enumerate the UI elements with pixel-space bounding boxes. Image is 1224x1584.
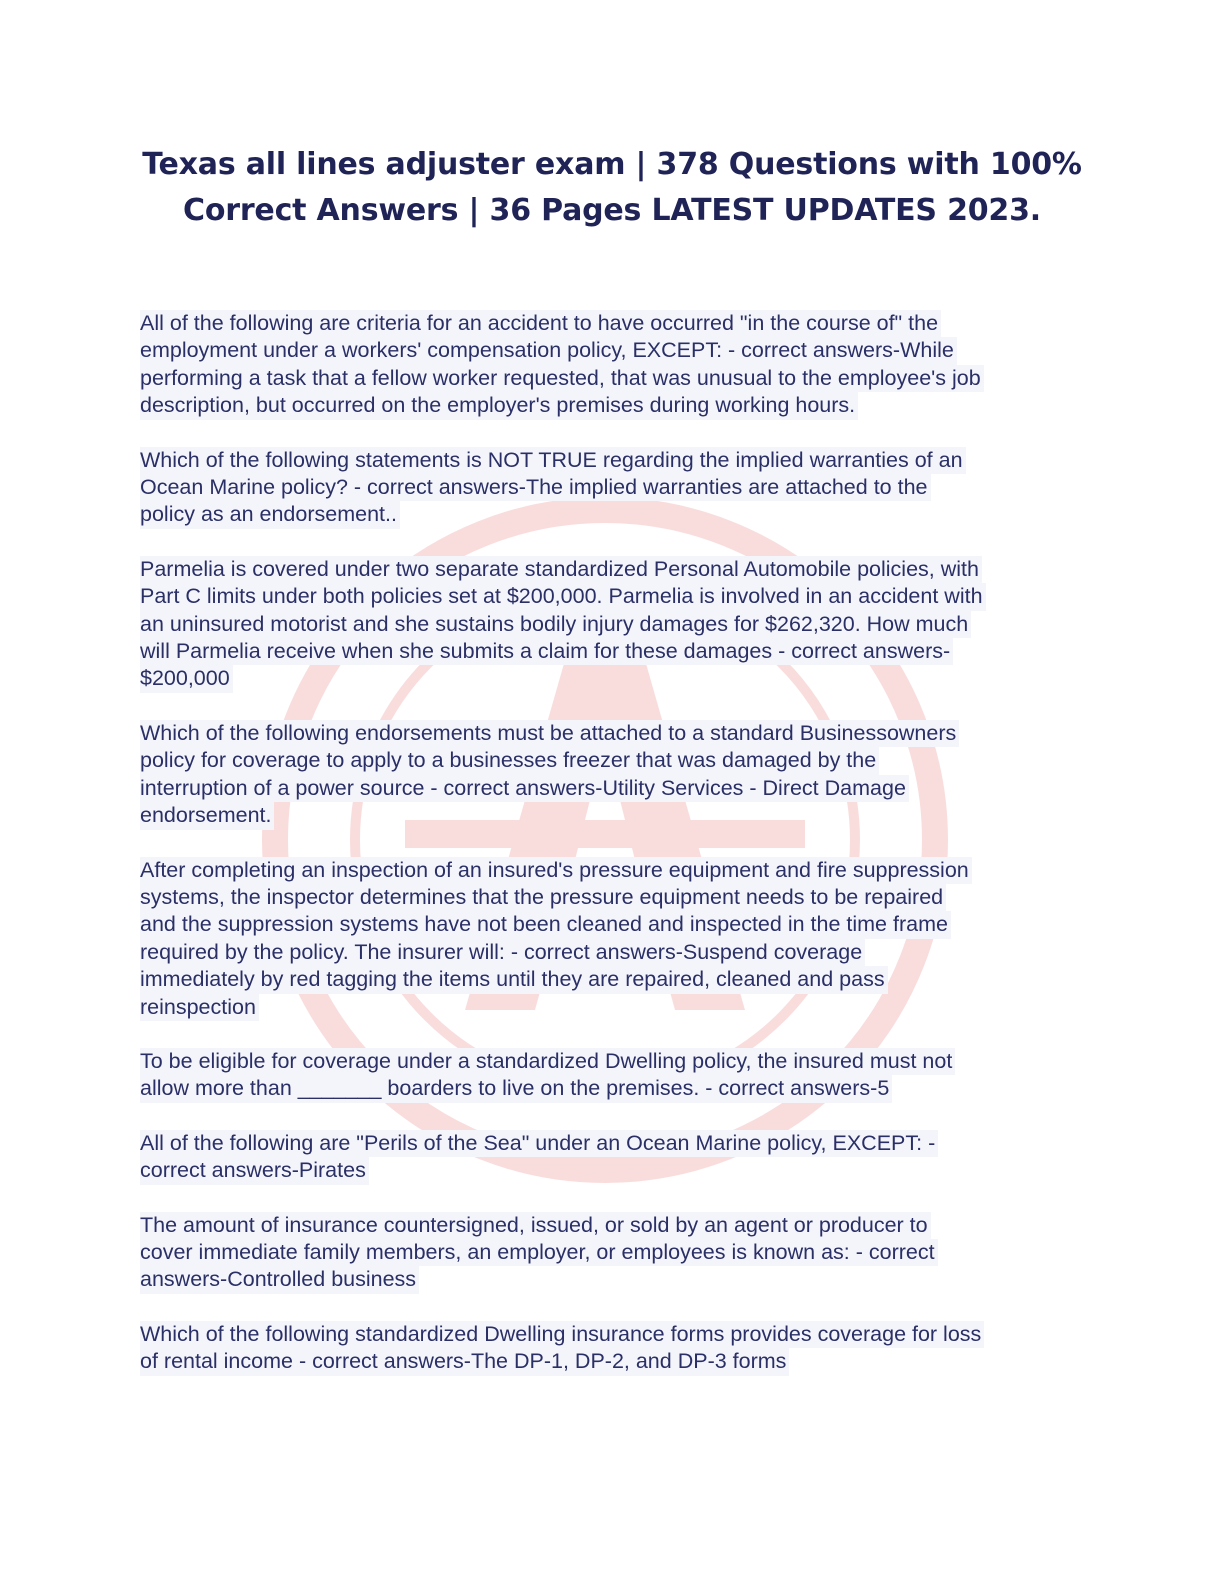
- qa-text-line: $200,000: [140, 665, 233, 692]
- qa-text-line: policy as an endorsement..: [140, 501, 400, 528]
- qa-text-line: description, but occurred on the employer's premises during working hours.: [140, 392, 858, 419]
- qa-text-line: Part C limits under both policies set at $200,000. Parmelia is involved in an accident with: [140, 583, 986, 610]
- qa-text-line: Ocean Marine policy? - correct answers-The implied warranties are attached to the: [140, 474, 931, 501]
- qa-text-line: endorsement.: [140, 802, 274, 829]
- qa-text-line: interruption of a power source - correct answers-Utility Services - Direct Damage: [140, 775, 909, 802]
- qa-text-line: and the suppression systems have not been cleaned and inspected in the time frame: [140, 911, 951, 938]
- qa-item: [140, 556, 1080, 693]
- title-line: Texas all lines adjuster exam | 378 Questions with 100%: [142, 147, 1082, 182]
- qa-list: [140, 310, 1080, 1403]
- qa-text-line: Parmelia is covered under two separate standardized Personal Automobile policies, with: [140, 556, 982, 583]
- document-title: [140, 142, 1084, 234]
- qa-item: [140, 1321, 1080, 1376]
- qa-text-line: performing a task that a fellow worker requested, that was unusual to the employee's job: [140, 365, 984, 392]
- qa-text-line: correct answers-Pirates: [140, 1157, 369, 1184]
- qa-item: [140, 447, 1080, 529]
- qa-text-line: policy for coverage to apply to a businesses freezer that was damaged by the: [140, 747, 879, 774]
- qa-text-line: of rental income - correct answers-The DP-1, DP-2, and DP-3 forms: [140, 1348, 789, 1375]
- qa-text-line: systems, the inspector determines that the pressure equipment needs to be repaired: [140, 884, 946, 911]
- qa-text-line: cover immediate family members, an employer, or employees is known as: - correct: [140, 1239, 938, 1266]
- qa-text-line: employment under a workers' compensation policy, EXCEPT: - correct answers-While: [140, 337, 957, 364]
- qa-text-line: reinspection: [140, 994, 259, 1021]
- qa-text-line: answers-Controlled business: [140, 1266, 419, 1293]
- qa-text-line: allow more than _______ boarders to live on the premises. - correct answers-5: [140, 1075, 892, 1102]
- qa-item: [140, 1212, 1080, 1294]
- qa-text-line: Which of the following statements is NOT TRUE regarding the implied warranties of an: [140, 447, 966, 474]
- qa-text-line: an uninsured motorist and she sustains bodily injury damages for $262,320. How much: [140, 611, 971, 638]
- title-line: Correct Answers | 36 Pages LATEST UPDATES 2023.: [183, 193, 1041, 228]
- qa-text-line: immediately by red tagging the items until they are repaired, cleaned and pass: [140, 966, 888, 993]
- qa-text-line: The amount of insurance countersigned, issued, or sold by an agent or producer to: [140, 1212, 931, 1239]
- qa-text-line: required by the policy. The insurer will: - correct answers-Suspend coverage: [140, 939, 865, 966]
- qa-text-line: All of the following are "Perils of the Sea" under an Ocean Marine policy, EXCEPT: -: [140, 1130, 938, 1157]
- qa-text-line: Which of the following standardized Dwelling insurance forms provides coverage for loss: [140, 1321, 984, 1348]
- qa-item: [140, 1130, 1080, 1185]
- qa-item: [140, 720, 1080, 830]
- qa-item: [140, 310, 1080, 420]
- qa-text-line: To be eligible for coverage under a standardized Dwelling policy, the insured must not: [140, 1048, 955, 1075]
- qa-item: [140, 857, 1080, 1021]
- qa-text-line: Which of the following endorsements must be attached to a standard Businessowners: [140, 720, 959, 747]
- qa-text-line: will Parmelia receive when she submits a claim for these damages - correct answers-: [140, 638, 953, 665]
- qa-text-line: All of the following are criteria for an accident to have occurred "in the course of" the: [140, 310, 941, 337]
- qa-text-line: After completing an inspection of an insured's pressure equipment and fire suppression: [140, 857, 972, 884]
- qa-item: [140, 1048, 1080, 1103]
